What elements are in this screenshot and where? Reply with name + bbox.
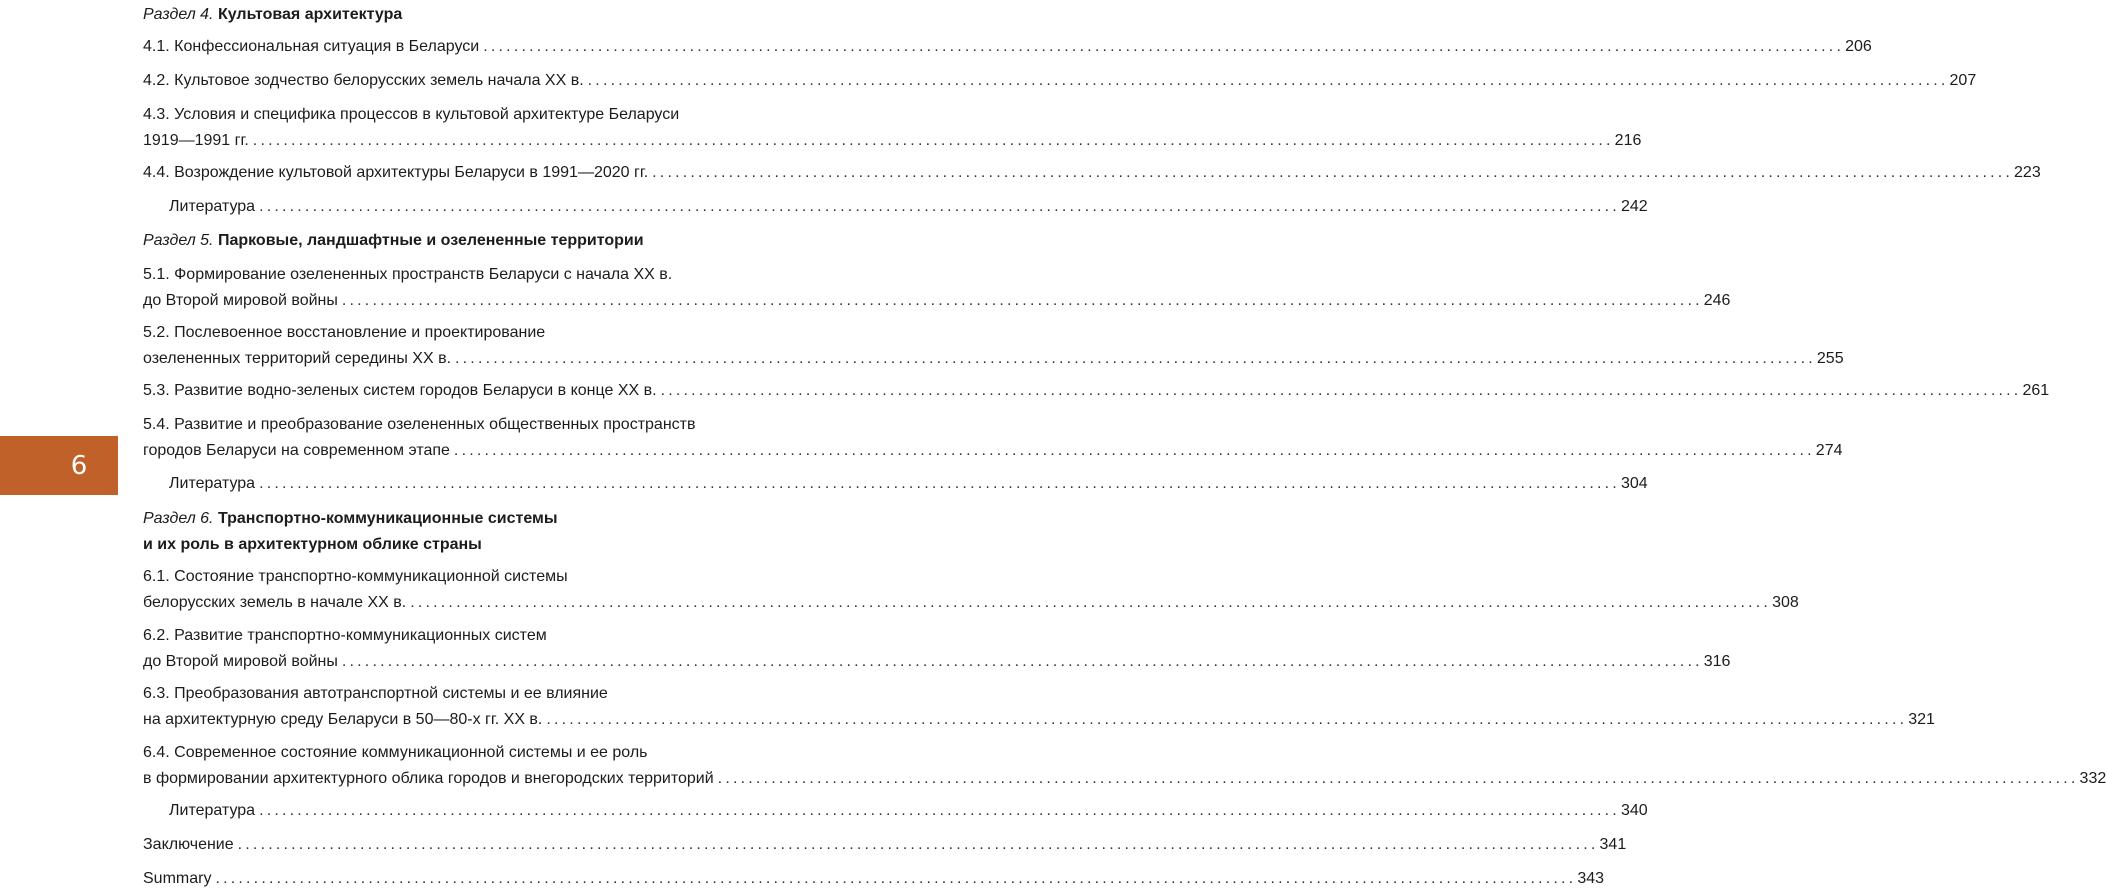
dot-leader: .................................................................................................................................................................................. xyxy=(215,870,1577,887)
section-prefix: Раздел 6. xyxy=(143,510,214,527)
entry-page: 304 xyxy=(1620,475,1648,492)
section-heading xyxy=(143,228,893,254)
entry-title: 4.1. Конфессиональная ситуация в Беларуси xyxy=(143,38,480,55)
entry-page: 206 xyxy=(1845,38,1872,55)
entry-title: 6.1. Состояние транспортно-коммуникационной системы xyxy=(143,568,568,585)
section-heading xyxy=(143,2,893,28)
entry-page: 343 xyxy=(1577,870,1605,887)
section-title: Парковые, ландшафтные и озелененные территории xyxy=(217,232,644,249)
dot-leader: .................................................................................................................................................................................. xyxy=(259,198,1620,215)
toc-entry[interactable] xyxy=(143,740,2106,792)
entry-page: 255 xyxy=(1816,350,1844,367)
entry-title-cont: городов Беларуси на современном этапе xyxy=(143,442,450,459)
entry-title: Литература xyxy=(169,198,256,215)
section-title: Культовая архитектура xyxy=(217,6,403,23)
section-title: Транспортно-коммуникационные системы xyxy=(217,510,558,527)
page-number: 6 xyxy=(70,450,88,481)
entry-page: 223 xyxy=(2014,164,2041,181)
toc-entry[interactable] xyxy=(143,68,1977,94)
entry-title: 5.3. Развитие водно-зеленых систем городов Беларуси в конце XX в. xyxy=(143,382,657,399)
section-title-cont: и их роль в архитектурном облике страны xyxy=(143,536,482,553)
entry-title: 5.2. Послевоенное восстановление и проектирование xyxy=(143,324,546,341)
toc-entry[interactable] xyxy=(143,412,1843,464)
section-prefix: Раздел 4. xyxy=(143,6,214,23)
toc-entry-conclusion[interactable] xyxy=(143,832,1627,858)
entry-page: 341 xyxy=(1599,836,1627,853)
dot-leader: .................................................................................................................................................................................. xyxy=(453,442,1815,459)
toc-entry[interactable] xyxy=(143,623,1731,675)
entry-page: 207 xyxy=(1949,72,1977,89)
entry-title-cont: до Второй мировой войны xyxy=(143,653,338,670)
entry-title: 6.3. Преобразования автотранспортной системы и ее влияние xyxy=(143,685,608,702)
dot-leader: .................................................................................................................................................................................. xyxy=(341,292,1703,309)
toc-entry[interactable] xyxy=(143,160,2041,186)
toc-entry[interactable] xyxy=(143,102,1642,154)
toc-entry[interactable] xyxy=(143,262,1731,314)
entry-title: 4.4. Возрождение культовой архитектуры Беларуси в 1991—2020 гг. xyxy=(143,164,649,181)
entry-title: 5.1. Формирование озелененных пространств Беларуси с начала XX в. xyxy=(143,266,673,283)
entry-page: 321 xyxy=(1908,711,1935,728)
entry-page: 246 xyxy=(1703,292,1731,309)
dot-leader: .................................................................................................................................................................................. xyxy=(259,475,1620,492)
toc-entry-literature[interactable] xyxy=(143,194,1648,220)
dot-leader: .................................................................................................................................................................................. xyxy=(652,164,2014,181)
toc-entry-summary[interactable] xyxy=(143,866,1605,892)
entry-title: 4.3. Условия и специфика процессов в культовой архитектуре Беларуси xyxy=(143,106,680,123)
entry-page: 316 xyxy=(1703,653,1731,670)
entry-title-cont: 1919—1991 гг. xyxy=(143,132,249,149)
entry-title: 6.2. Развитие транспортно-коммуникационных систем xyxy=(143,627,547,644)
entry-title: Литература xyxy=(169,802,256,819)
dot-leader: .................................................................................................................................................................................. xyxy=(455,350,1816,367)
entry-title-cont: белорусских земель в начале XX в. xyxy=(143,594,407,611)
entry-page: 274 xyxy=(1815,442,1843,459)
toc-entry-literature[interactable] xyxy=(143,798,1648,824)
page-number-tab xyxy=(0,436,118,495)
dot-leader: .................................................................................................................................................................................. xyxy=(660,382,2022,399)
entry-title: 5.4. Развитие и преобразование озелененных общественных пространств xyxy=(143,416,696,433)
entry-page: 216 xyxy=(1614,132,1642,149)
toc-entry[interactable] xyxy=(143,378,2050,404)
entry-title-cont: на архитектурную среду Беларуси в 50—80-х гг. XX в. xyxy=(143,711,543,728)
toc-entry[interactable] xyxy=(143,34,1872,60)
section-prefix: Раздел 5. xyxy=(143,232,214,249)
dot-leader: .................................................................................................................................................................................. xyxy=(252,132,1614,149)
entry-page: 261 xyxy=(2022,382,2050,399)
dot-leader: .................................................................................................................................................................................. xyxy=(717,770,2079,787)
toc-entry-literature[interactable] xyxy=(143,471,1648,497)
entry-title-cont: в формировании архитектурного облика городов и внегородских территорий xyxy=(143,770,714,787)
dot-leader: .................................................................................................................................................................................. xyxy=(341,653,1703,670)
entry-title-cont: до Второй мировой войны xyxy=(143,292,338,309)
entry-title: 4.2. Культовое зодчество белорусских земель начала XX в. xyxy=(143,72,584,89)
entry-page: 340 xyxy=(1620,802,1648,819)
entry-page: 332 xyxy=(2079,770,2106,787)
entry-title: 6.4. Современное состояние коммуникационной системы и ее роль xyxy=(143,744,648,761)
entry-page: 308 xyxy=(1772,594,1799,611)
entry-title: Литература xyxy=(169,475,256,492)
toc-entry[interactable] xyxy=(143,564,1799,616)
dot-leader: .................................................................................................................................................................................. xyxy=(259,802,1620,819)
dot-leader: .................................................................................................................................................................................. xyxy=(587,72,1949,89)
toc-entry[interactable] xyxy=(143,320,1844,372)
entry-title: Summary xyxy=(143,870,212,887)
toc-entry[interactable] xyxy=(143,681,1935,733)
dot-leader: .................................................................................................................................................................................. xyxy=(546,711,1908,728)
dot-leader: .................................................................................................................................................................................. xyxy=(483,38,1845,55)
section-heading xyxy=(143,506,893,558)
dot-leader: .................................................................................................................................................................................. xyxy=(237,836,1599,853)
entry-page: 242 xyxy=(1620,198,1648,215)
entry-title-cont: озелененных территорий середины XX в. xyxy=(143,350,452,367)
dot-leader: .................................................................................................................................................................................. xyxy=(410,594,1772,611)
entry-title: Заключение xyxy=(143,836,234,853)
